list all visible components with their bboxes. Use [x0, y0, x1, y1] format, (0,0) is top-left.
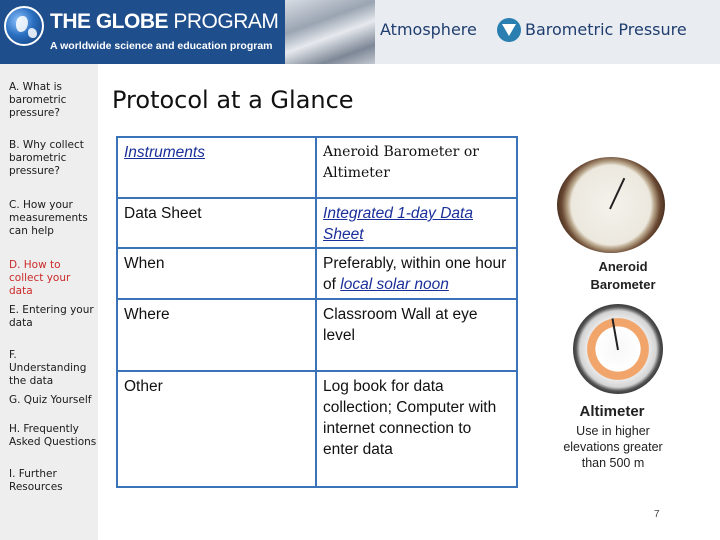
table-row: [117, 248, 517, 299]
globe-icon: [4, 6, 44, 46]
sidebar-nav: [0, 64, 98, 540]
sidebar-item-what-is[interactable]: A. What is barometric pressure?: [9, 81, 67, 119]
table-cell-label: [117, 137, 316, 198]
table-cell-value: Log book for data collection; Computer with internet connection to enter data: [316, 371, 517, 487]
table-row: [117, 299, 517, 371]
page-number: 7: [654, 509, 660, 520]
sidebar-item-why-collect[interactable]: B. Why collect barometric pressure?: [9, 139, 84, 177]
when-text: Preferably, within one hour of: [323, 255, 507, 293]
sidebar-item-faq[interactable]: H. Frequently Asked Questions: [9, 423, 97, 448]
topic-barometric-pressure: Barometric Pressure: [525, 20, 687, 39]
table-cell-label: Other: [117, 371, 316, 487]
topic-atmosphere: Atmosphere: [380, 20, 477, 39]
table-cell-label: Where: [117, 299, 316, 371]
brand-tagline: A worldwide science and education program: [50, 40, 273, 52]
table-cell-label: When: [117, 248, 316, 299]
sidebar-item-quiz[interactable]: G. Quiz Yourself: [9, 394, 92, 406]
clouds-image: [285, 0, 375, 64]
brand-title: [50, 10, 278, 34]
sidebar-item-how-help[interactable]: C. How your measurements can help: [9, 199, 88, 237]
brand-regular: PROGRAM: [168, 10, 279, 33]
table-row: [117, 137, 517, 198]
barometer-caption: Aneroid Barometer: [590, 259, 656, 292]
sidebar-item-entering[interactable]: E. Entering your data: [9, 304, 94, 329]
table-cell-value: Classroom Wall at eye level: [316, 299, 517, 371]
table-row: [117, 371, 517, 487]
needle-icon: [609, 178, 625, 210]
aneroid-barometer-image: [557, 157, 665, 253]
local-solar-noon-link[interactable]: local solar noon: [340, 276, 449, 293]
table-row: [117, 198, 517, 248]
altimeter-caption: Altimeter: [579, 403, 645, 420]
barometer-arrow-icon: [497, 18, 521, 42]
instruments-link[interactable]: Instruments: [124, 144, 205, 161]
page-title: Protocol at a Glance: [112, 86, 354, 114]
table-cell-value: Aneroid Barometer or Altimeter: [316, 137, 517, 198]
data-sheet-link[interactable]: Integrated 1-day Data Sheet: [323, 205, 473, 243]
table-cell-value: [316, 198, 517, 248]
sidebar-item-resources[interactable]: I. Further Resources: [9, 468, 63, 493]
table-cell-label: Data Sheet: [117, 198, 316, 248]
brand-bold: THE GLOBE: [50, 10, 169, 33]
altimeter-note: Use in higher elevations greater than 500 m: [563, 424, 663, 470]
altimeter-image: [573, 304, 663, 394]
sidebar-item-how-to-collect[interactable]: D. How to collect your data: [9, 259, 71, 297]
header: [0, 0, 720, 64]
table-cell-value: [316, 248, 517, 299]
globe-logo[interactable]: [0, 0, 285, 64]
needle-icon: [611, 318, 619, 350]
protocol-table: [116, 136, 518, 488]
topic-banner: [375, 0, 720, 64]
sidebar-item-understanding[interactable]: F. Understanding the data: [9, 349, 87, 387]
